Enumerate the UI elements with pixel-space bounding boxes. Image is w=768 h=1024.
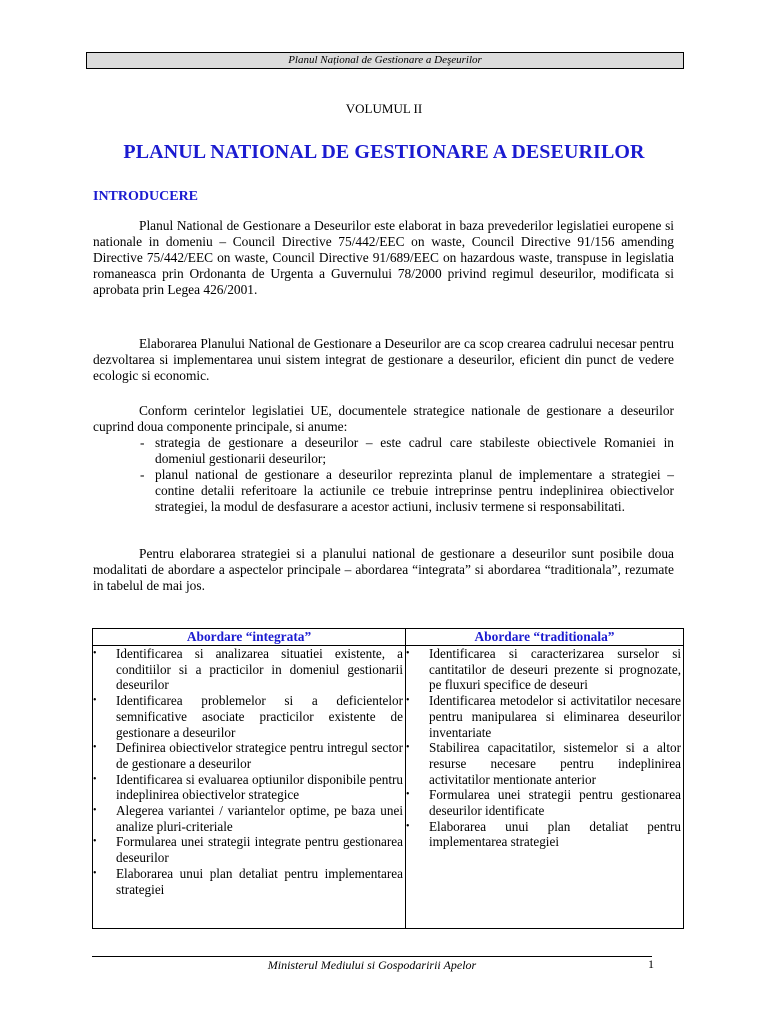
traditional-list	[406, 646, 683, 850]
list-item	[93, 467, 674, 515]
list-item	[406, 646, 683, 693]
bullet-icon: •	[93, 867, 97, 879]
list-item	[93, 803, 405, 834]
bullet-icon: •	[93, 773, 97, 785]
bullet-icon: •	[406, 820, 410, 832]
list-item-text: Elaborarea unui plan detaliat pentru implementarea strategiei	[429, 818, 681, 850]
bullet-icon: •	[93, 742, 97, 754]
integrated-list	[93, 646, 405, 897]
section-heading-introducere: INTRODUCERE	[93, 189, 199, 204]
list-item-text: planul national de gestionare a deseurilor reprezinta planul de implementare a strategiei – contine detalii referitoare la actiunile ce trebuie intreprinse pentru indeplinirea obiectivelor strategiei, la modul de desfasurare a acestor actiuni, inclusiv termene si responsabilitati.	[155, 467, 674, 514]
page-title: PLANUL NATIONAL DE GESTIONARE A DESEURILOR	[123, 141, 645, 163]
paragraph-legal-basis: Planul National de Gestionare a Deseurilor este elaborat in baza prevederilor legislatiei europene si nationale in domeniu – Council Directive 75/442/EEC on waste, Council Directive 91/156 amending Directive 75/442/EEC on waste, Council Directive 91/689/EEC on hazardous waste, transpuse in legislatia romaneasca prin Ordonanta de Urgenta a Guvernului 78/2000 privind regimul deseurilor, modificata si aprobata prin Legea 426/2001.	[93, 218, 674, 297]
list-item	[406, 693, 683, 740]
list-item	[406, 740, 683, 787]
list-item	[93, 646, 405, 693]
list-item-text: Identificarea problemelor si a deficientelor semnificative asociate practicilor existente de gestionare a deseurilor	[116, 693, 403, 740]
list-item-text: Definirea obiectivelor strategice pentru intregul sector de gestionare a deseurilor	[116, 740, 403, 771]
list-item-text: Identificarea si analizarea situatiei existente, a conditiilor si a practicilor in domeniul gestionarii deseurilor	[116, 646, 403, 693]
approach-comparison-table	[92, 628, 684, 929]
list-item	[406, 819, 683, 850]
list-item	[93, 693, 405, 740]
bullet-icon: •	[406, 742, 410, 754]
footer-divider	[92, 956, 652, 957]
list-item-text: Identificarea si evaluarea optiunilor disponibile pentru indeplinirea obiectivelor strategice	[116, 771, 403, 803]
list-item-text: Stabilirea capacitatilor, sistemelor si a altor resurse necesare pentru indeplinirea activitatilor mentionate anterior	[429, 740, 681, 787]
header-integrated: Abordare “integrata”	[93, 629, 406, 646]
integrated-cell	[93, 646, 406, 929]
page-number: 1	[648, 957, 654, 971]
list-item-text: Elaborarea unui plan detaliat pentru implementarea strategiei	[116, 865, 403, 897]
components-list	[93, 435, 674, 515]
list-item-text: strategia de gestionare a deseurilor – este cadrul care stabileste obiectivele Romaniei in domeniul gestionarii deseurilor;	[155, 435, 674, 466]
volume-label: VOLUMUL II	[345, 101, 423, 116]
dash-marker: -	[140, 435, 145, 450]
dash-marker: -	[140, 467, 145, 482]
list-item	[406, 787, 683, 818]
bullet-icon: •	[406, 789, 410, 801]
table-row	[93, 646, 684, 929]
bullet-icon: •	[93, 805, 97, 817]
list-item	[93, 834, 405, 865]
bullet-icon: •	[406, 695, 410, 707]
list-item-text: Alegerea variantei / variantelor optime, pe baza unei analize pluri-criteriale	[116, 803, 403, 834]
paragraph-purpose: Elaborarea Planului National de Gestionare a Deseurilor are ca scop crearea cadrului necesar pentru dezvoltarea si implementarea unui sistem integrat de gestionare a deseurilor, eficient din punct de vedere ecologic si economic.	[93, 336, 674, 383]
list-item-text: Formularea unei strategii pentru gestionarea deseurilor identificate	[429, 787, 681, 819]
bullet-icon: •	[93, 836, 97, 848]
bullet-icon: •	[406, 648, 410, 659]
header-traditional: Abordare “traditionala”	[406, 629, 684, 646]
list-item-text: Identificarea metodelor si activitatilor necesare pentru manipularea si eliminarea deseurilor inventariate	[429, 693, 681, 740]
paragraph-components-intro: Conform cerintelor legislatiei UE, documentele strategice nationale de gestionare a deseurilor cuprind doua componente principale, si anume:	[93, 403, 674, 434]
list-item	[93, 772, 405, 803]
paragraph-approaches: Pentru elaborarea strategiei si a planului national de gestionare a deseurilor sunt posibile doua modalitati de abordare a aspectelor principale – abordarea “integrata” si abordarea “traditionala”, rezumate in tabelul de mai jos.	[93, 546, 674, 593]
bullet-icon: •	[93, 648, 97, 659]
table-header-row	[93, 629, 684, 646]
list-item-text: Formularea unei strategii integrate pentru gestionarea deseurilor	[116, 834, 403, 866]
list-item-text: Identificarea si caracterizarea surselor si cantitatilor de deseuri prezente si prognozate, pe fluxuri specifice de deseuri	[429, 646, 681, 693]
running-header: Planul Național de Gestionare a Deşeurilor	[86, 52, 684, 69]
traditional-cell	[406, 646, 684, 929]
list-item	[93, 866, 405, 897]
list-item	[93, 435, 674, 467]
list-item	[93, 740, 405, 771]
footer-ministry: Ministerul Mediului si Gospodaririi Apelor	[267, 958, 477, 972]
bullet-icon: •	[93, 695, 97, 707]
